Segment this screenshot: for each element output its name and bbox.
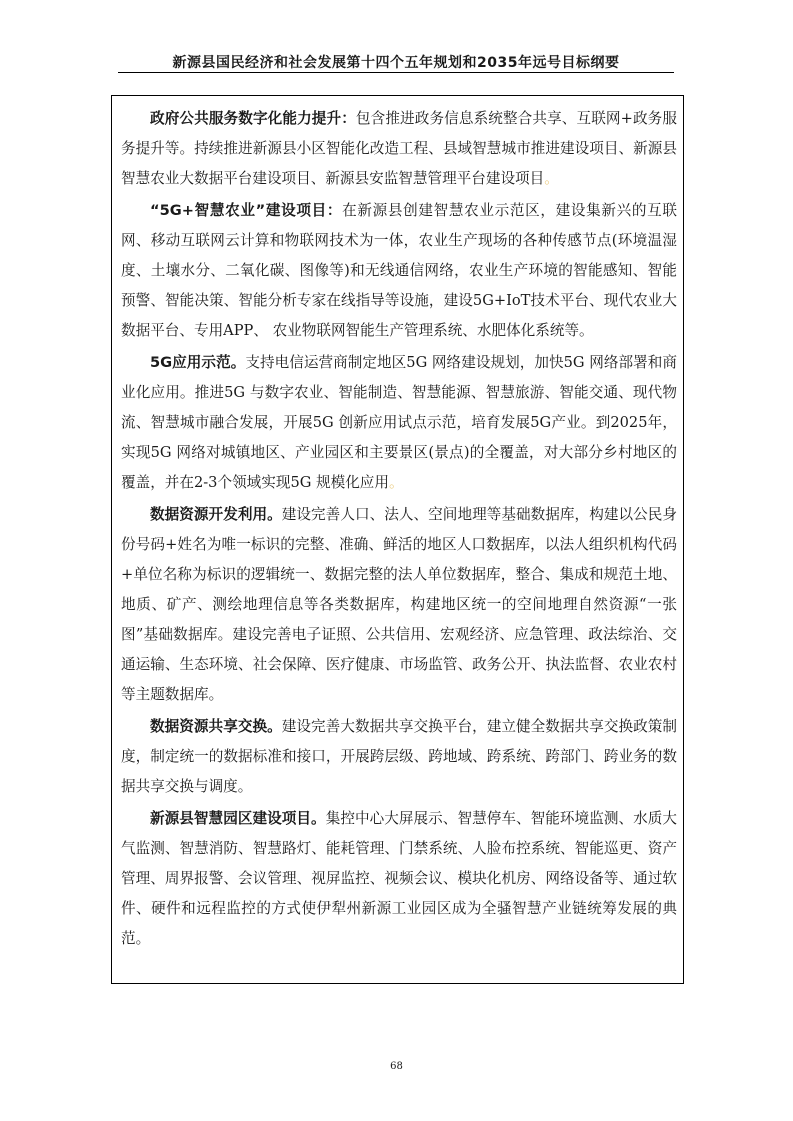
- paragraph-lead: 政府公共服务数字化能力提升：: [150, 110, 356, 127]
- paragraph-tail: 。: [544, 170, 559, 187]
- paragraph-body: 包含推进政务信息系统整合共享、互联网+政务服务提升等。持续推进新源县小区智能化改造工程、县域智慧城市推进建设项目、新源县智慧农业大数据平台建设项目、新源县安监智慧管理平台建设项目: [121, 110, 677, 187]
- paragraph-lead: 5G应用示范。: [150, 354, 246, 371]
- paragraph-lead: 数据资源开发利用。: [150, 506, 282, 523]
- paragraph-lead: “5G+智慧农业”建设项目：: [150, 202, 343, 219]
- paragraph-body: 在新源县创建智慧农业示范区，建设集新兴的互联网、移动互联网云计算和物联网技术为一体，农业生产现场的各种传感节点(环境温湿度、土壤水分、二氧化碳、图像等)和无线通信网络，农业生产环境的智能感知、智能预警、智能决策、智能分析专家在线指导等设施，建设5G+IoT技术平台、现代农业大数据平台、专用APP、 农业物联网智能生产管理系统、水肥体化系统等。: [121, 202, 677, 339]
- paragraph-data-sharing: [121, 712, 677, 802]
- page-number: 68: [390, 1061, 403, 1072]
- paragraph-tail: 。: [389, 474, 404, 491]
- paragraph-body: 建设完善人口、法人、空间地理等基础数据库，构建以公民身份号码+姓名为唯一标识的完整、准确、鲜活的地区人口数据库，以法人组织机构代码+单位名称为标识的逻辑统一、数据完整的法人单位数据库，整合、集成和规范土地、地质、矿产、测绘地理信息等各类数据库，构建地区统一的空间地理自然资源“一张图”基础数据库。建设完善电子证照、公共信用、宏观经济、应急管理、政法综治、交通运输、生态环境、社会保障、医疗健康、市场监管、政务公开、执法监督、农业农村等主题数据库。: [121, 506, 677, 703]
- paragraph-lead: 新源县智慧园区建设项目。: [150, 810, 326, 827]
- paragraph-body: 集控中心大屏展示、智慧停车、智能环境监测、水质大气监测、智慧消防、智慧路灯、能耗管理、门禁系统、人脸布控系统、智能巡更、资产管理、周界报警、会议管理、视屏监控、视频会议、模块化机房、网络设备等、通过软件、硬件和远程监控的方式使伊犁州新源工业园区成为全骚智慧产业链统筹发展的典范。: [121, 810, 677, 947]
- running-header-title: 新源县国民经济和社会发展第十四个五年规划和2035年远号目标纲要: [172, 55, 620, 71]
- paragraph-gov-service: [121, 104, 677, 194]
- content-area: [121, 104, 677, 954]
- paragraph-data-development: [121, 500, 677, 710]
- paragraph-5g-demo: [121, 348, 677, 498]
- paragraph-5g-agriculture: [121, 196, 677, 346]
- paragraph-body: 建设完善大数据共享交换平台，建立健全数据共享交换政策制度，制定统一的数据标准和接口，开展跨层级、跨地域、跨系统、跨部门、跨业务的数据共享交换与调度。: [121, 718, 677, 795]
- paragraph-body: 支持电信运营商制定地区5G 网络建设规划，加快5G 网络部署和商业化应用。推进5G 与数字农业、智能制造、智慧能源、智慧旅游、智能交通、现代物流、智慧城市融合发展，开展5G 创新应用试点示范，培育发展5G产业。到2025年，实现5G 网络对城镇地区、产业园区和主要景区(景点)的全覆盖，对大部分乡村地区的覆盖，并在2-3个领域实现5G 规模化应用: [121, 354, 677, 491]
- paragraph-smart-park: [121, 804, 677, 954]
- paragraph-lead: 数据资源共享交换。: [150, 718, 282, 735]
- header-rule: [118, 72, 674, 73]
